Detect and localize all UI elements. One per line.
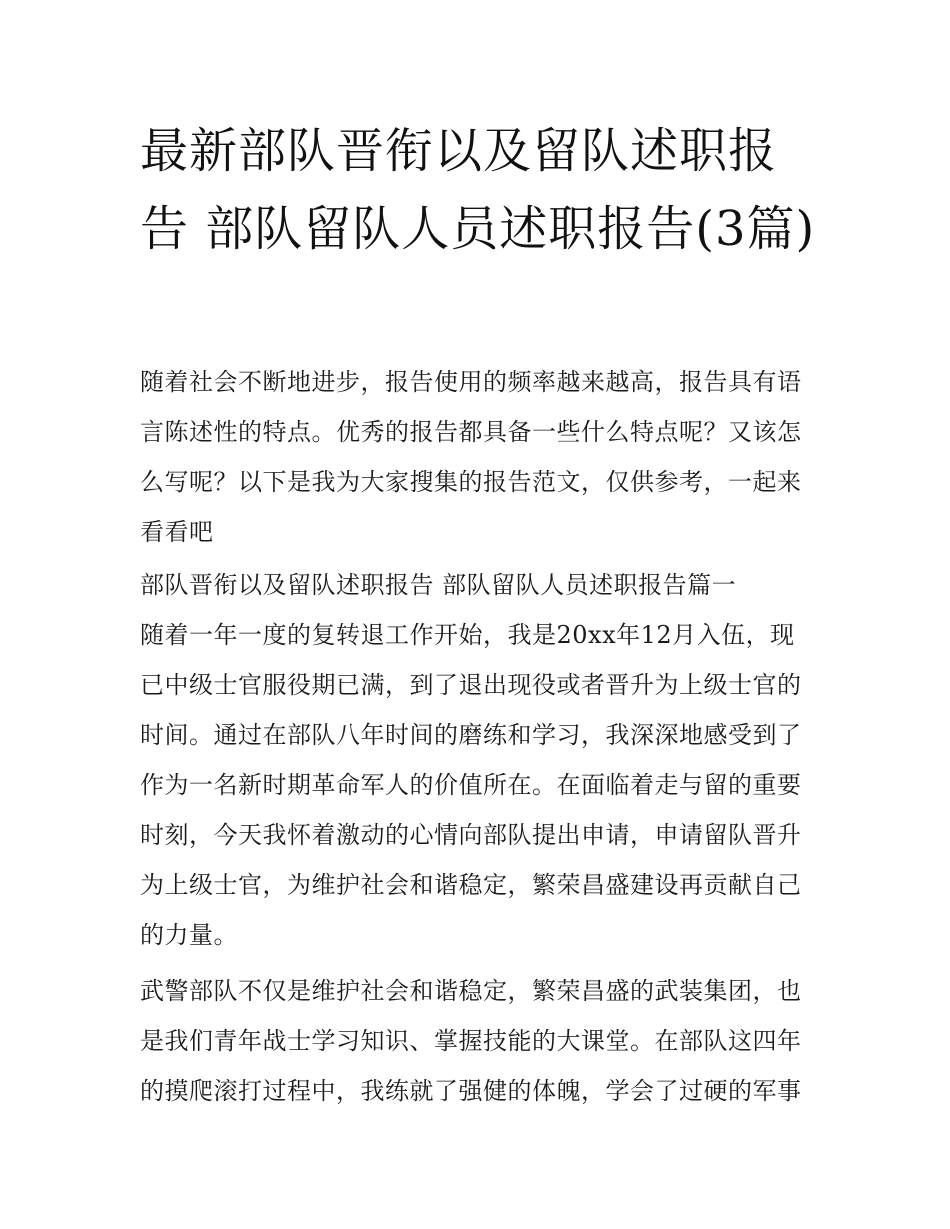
section-heading: 部队晋衔以及留队述职报告 部队留队人员述职报告篇一 bbox=[140, 571, 737, 599]
body-paragraph: 随着一年一度的复转退工作开始，我是20xx年12月入伍，现已中级士官服役期已满，到了退出现役或者晋升为上级士官的时间。通过在部队八年时间的磨练和学习，我深深地感受到了作为一名新时期革命军人的价值所在。在面临着走与留的重要时刻，今天我怀着激动的心情向部队提出申请，申请留队晋升为上级士官，为维护社会和谐稳定，繁荣昌盛建设再贡献自己的力量。 bbox=[140, 621, 802, 949]
intro-paragraph: 随着社会不断地进步，报告使用的频率越来越高，报告具有语言陈述性的特点。优秀的报告都具备一些什么特点呢？又该怎么写呢？以下是我为大家搜集的报告范文，仅供参考，一起来看看吧 bbox=[140, 368, 802, 546]
body-paragraph: 武警部队不仅是维护社会和谐稳定，繁荣昌盛的武装集团，也是我们青年战士学习知识、掌握技能的大课堂。在部队这四年的摸爬滚打过程中，我练就了强健的体魄，学会了过硬的军事 bbox=[140, 977, 802, 1105]
document-title: 最新部队晋衔以及留队述职报告 部队留队人员述职报告(3篇) bbox=[140, 123, 816, 257]
